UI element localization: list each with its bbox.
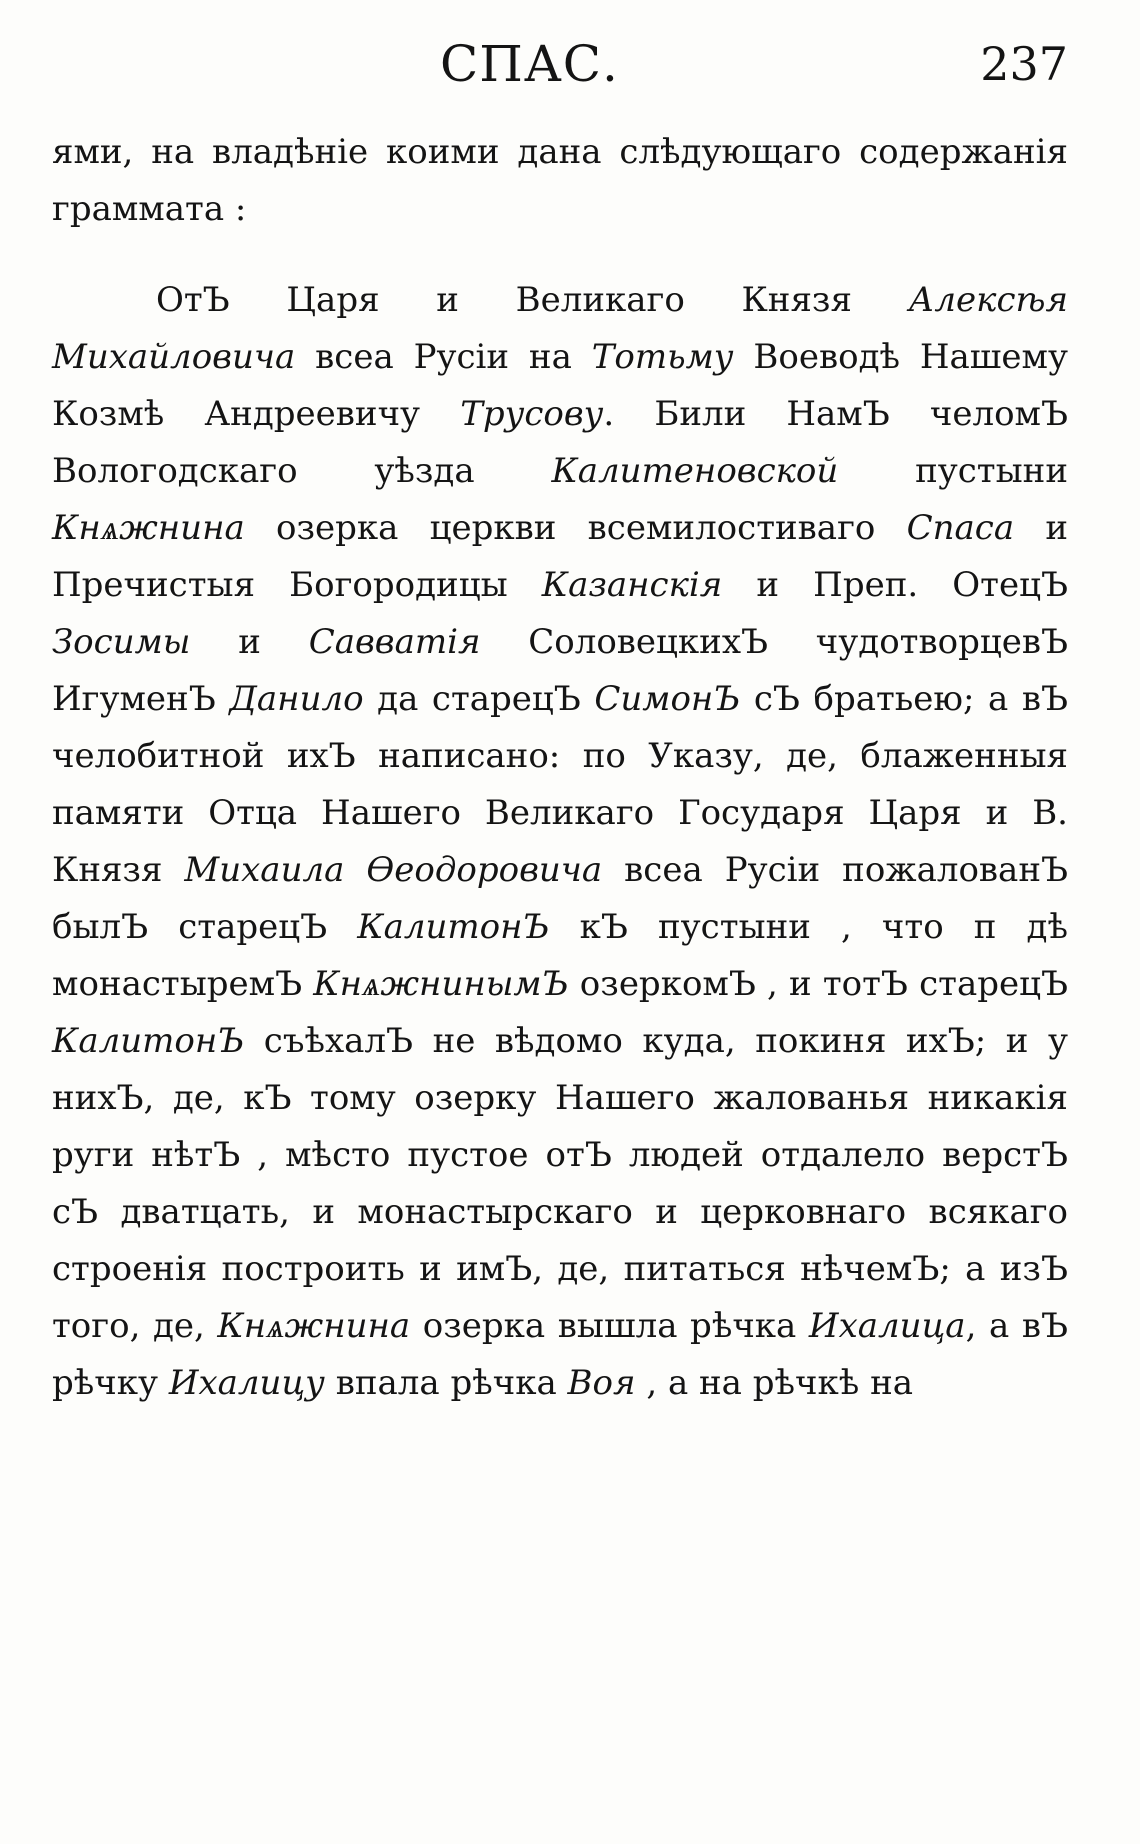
italic-name-run: Савватія — [308, 622, 481, 662]
text-run: , а на рѣчкѣ на — [635, 1363, 913, 1403]
italic-name-run: Ихалица — [808, 1306, 966, 1346]
running-head — [0, 24, 1140, 104]
italic-name-run: Трусову — [460, 394, 604, 434]
page-number: 237 — [980, 37, 1068, 91]
text-run: кЪ пустыни , что п дѣ монастыремЪ — [52, 907, 1068, 1004]
italic-name-run: КалитонЪ — [52, 1021, 245, 1061]
intro-paragraph: ями, на владѣніе коими дана слѣдующаго содержанія граммата : — [52, 132, 1068, 229]
text-run: . Били НамЪ челомЪ Вологодскаго уѣзда — [52, 394, 1069, 491]
text-run: пустыни — [838, 451, 1068, 491]
text-run: и — [190, 622, 309, 662]
text-block — [52, 124, 1068, 1412]
text-run: озерка вышла рѣчка — [410, 1306, 809, 1346]
running-title: СПАС. — [440, 35, 619, 93]
italic-name-run: КалитонЪ — [357, 907, 550, 947]
italic-name-run: Ихалицу — [168, 1363, 325, 1403]
italic-name-run: Тотьму — [591, 337, 734, 377]
text-run: и Преп. ОтецЪ — [722, 565, 1068, 605]
italic-name-run: СимонЪ — [594, 679, 741, 719]
text-run: съѣхалЪ не вѣдомо куда, покиня ихЪ; и у нихЪ, де, кЪ тому озерку Нашего жалованья никакія руги нѣтЪ , мѣсто пустое отЪ людей отдалело верстЪ сЪ дватцать, и монастырскаго и церковнаго всякаго строенія построить и имЪ, де, питаться нѣчемЪ; а изЪ того, де, — [52, 1021, 1068, 1346]
italic-name-run: Кнѧжнина — [217, 1306, 411, 1346]
italic-name-run: Казанскія — [541, 565, 723, 605]
italic-name-run: Данило — [229, 679, 364, 719]
text-run: сЪ братьею; а вЪ челобитной ихЪ написано: по Указу, де, блаженныя памяти Отца Нашего Великаго Государя Царя и В. Князя — [52, 679, 1069, 890]
text-run: озеркомЪ , и тотЪ старецЪ — [568, 964, 1068, 1004]
italic-name-run: Кнѧжнина — [52, 508, 245, 548]
text-run: да старецЪ — [363, 679, 595, 719]
text-run: СоловецкихЪ чудотворцевЪ ИгуменЪ — [52, 622, 1069, 719]
italic-name-run: Воя — [567, 1363, 636, 1403]
text-run: , а вЪ рѣчку — [52, 1306, 1068, 1403]
text-run: ОтЪ Царя и Великаго Князя — [156, 280, 909, 320]
italic-name-run: Зосимы — [52, 622, 191, 662]
italic-name-run: Калитеновской — [551, 451, 839, 491]
text-run: всеа Русіи пожалованЪ былЪ старецЪ — [52, 850, 1068, 947]
text-run: впала рѣчка — [324, 1363, 568, 1403]
text-run: всеа Русіи на — [295, 337, 592, 377]
italic-name-run: Спаса — [906, 508, 1015, 548]
italic-name-run: Михаила Ѳеодоровича — [184, 850, 603, 890]
text-run: и Пречистыя Богородицы — [52, 508, 1068, 605]
italic-name-run: Алексѣя Михайловича — [52, 280, 1068, 377]
charter-paragraph — [52, 272, 1068, 1412]
text-run: Воеводѣ Нашему Козмѣ Андреевичу — [52, 337, 1068, 434]
text-run: озерка церкви всемилостиваго — [244, 508, 907, 548]
italic-name-run: КнѧжнинымЪ — [313, 964, 569, 1004]
